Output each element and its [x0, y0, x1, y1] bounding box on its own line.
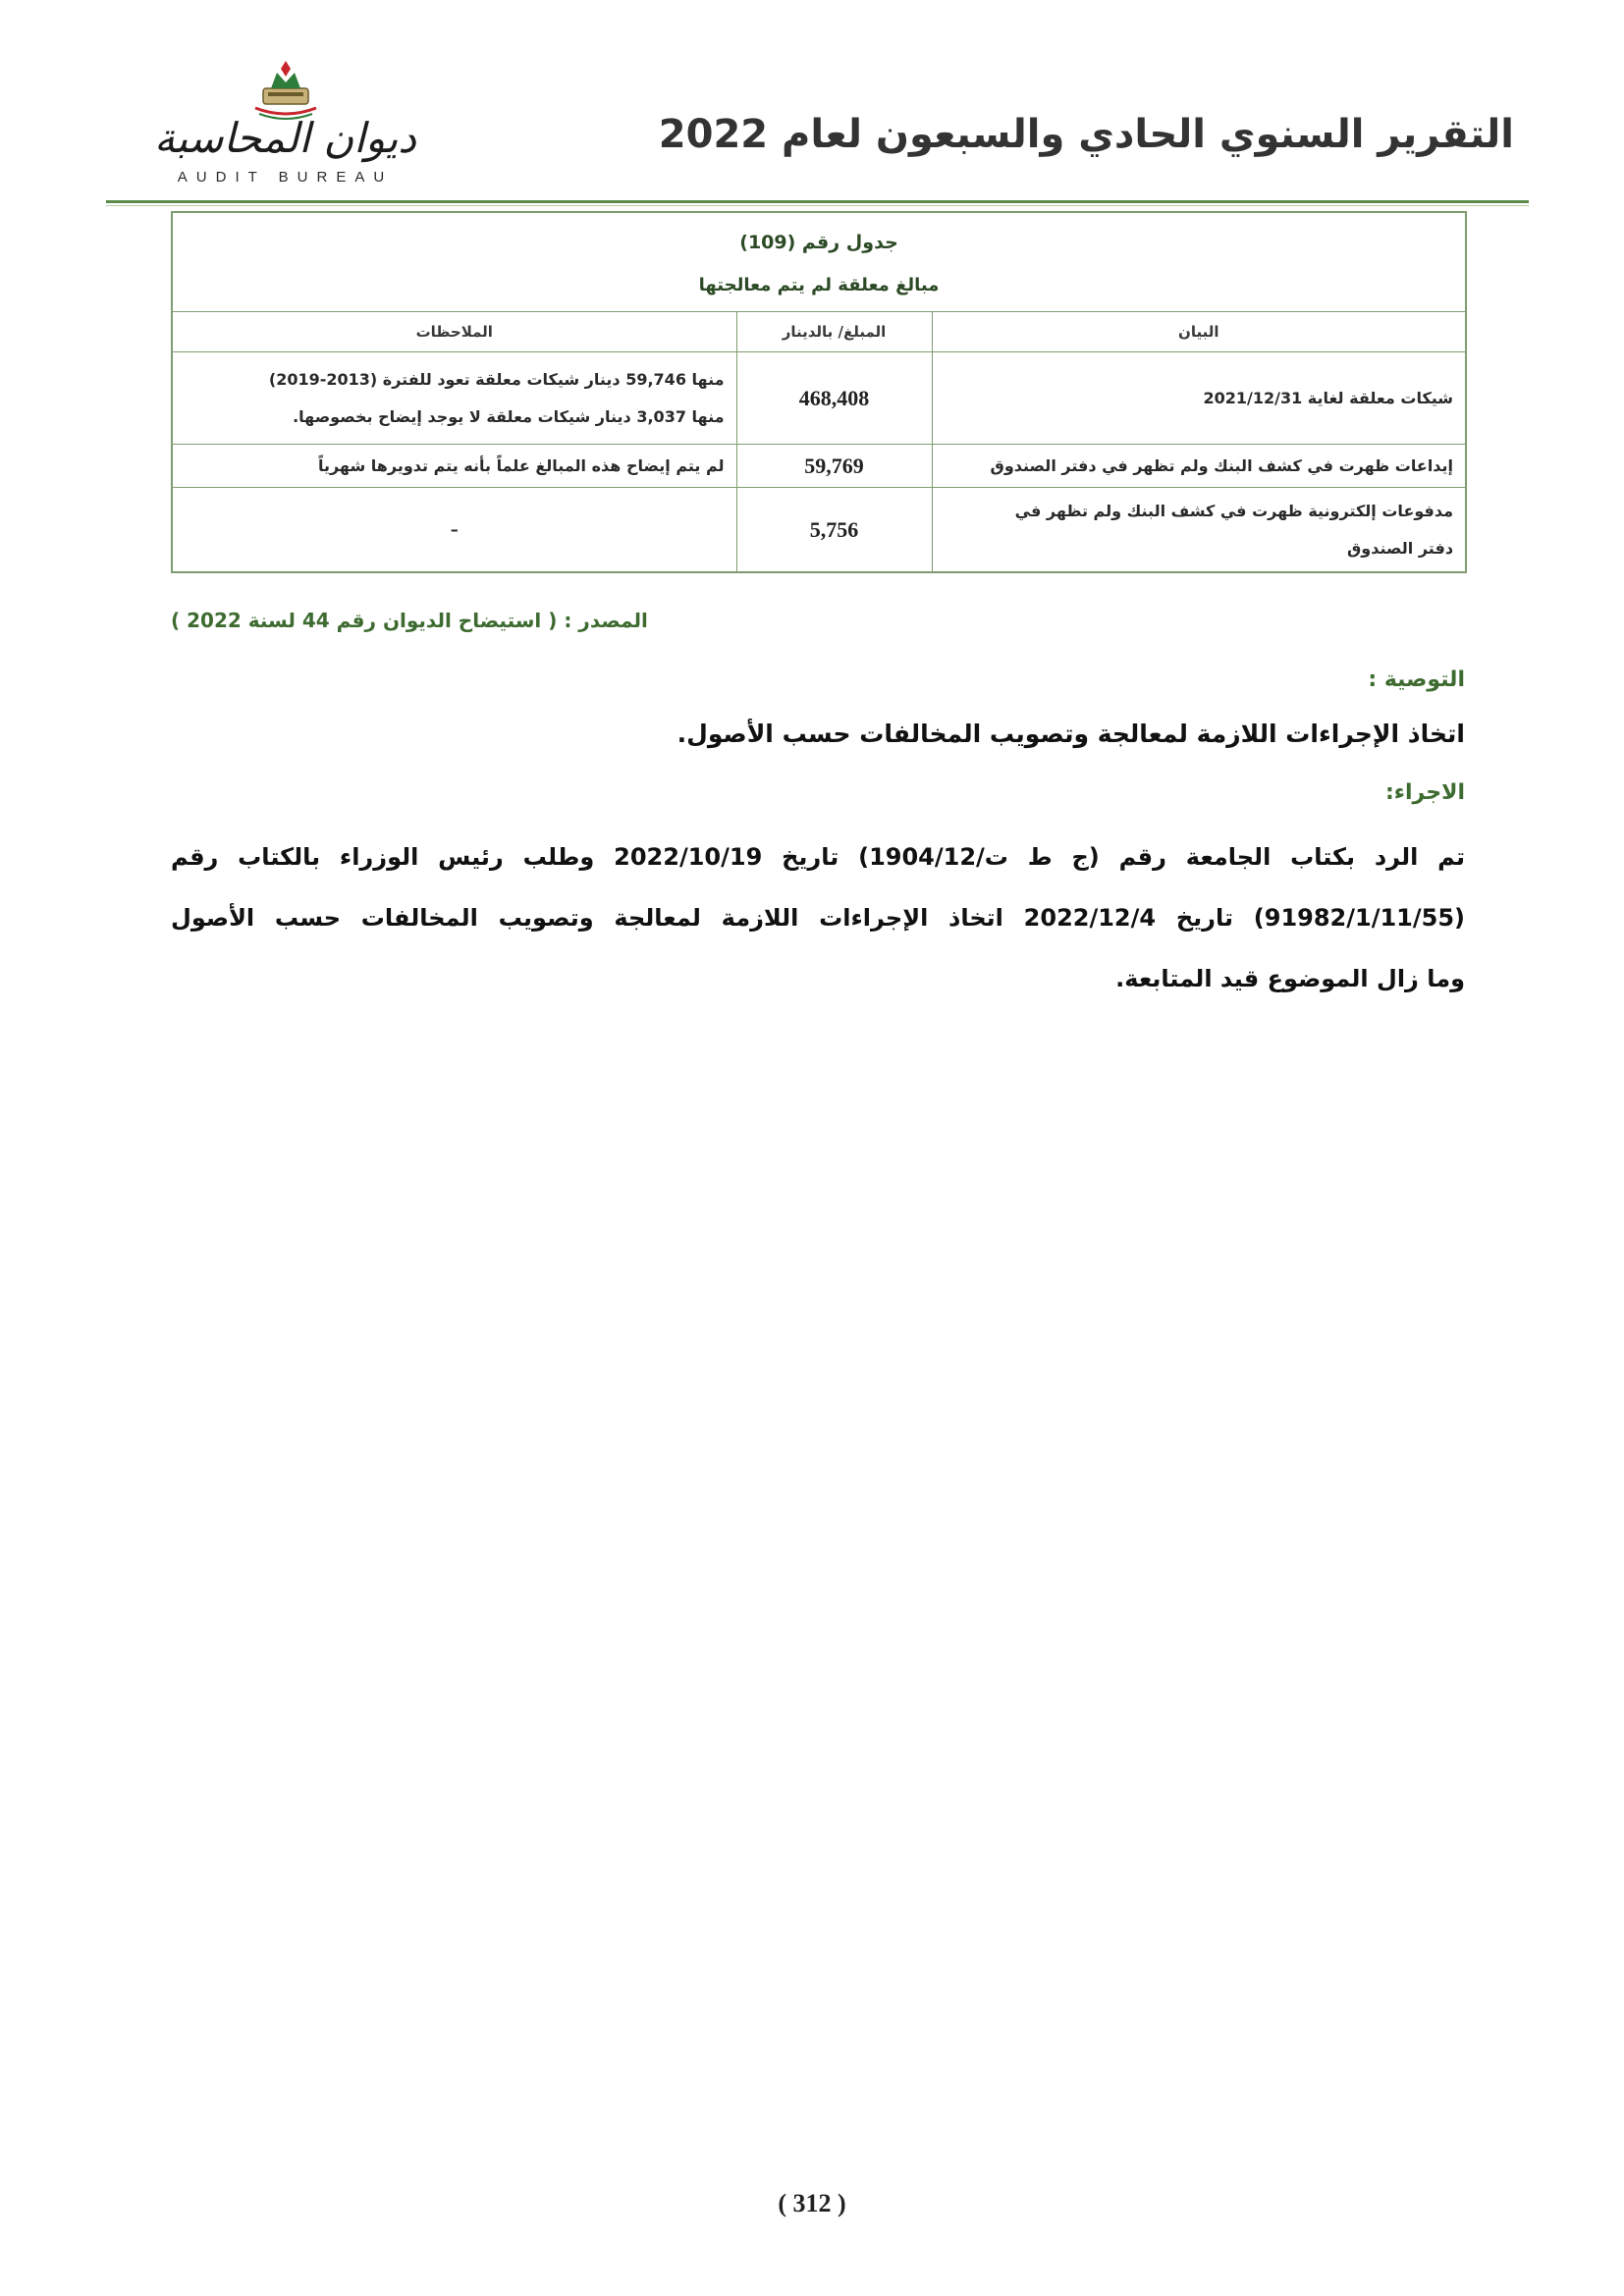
recommendation-text: اتخاذ الإجراءات اللازمة لمعالجة وتصويب المخالفات حسب الأصول. — [677, 720, 1465, 748]
table-row — [172, 445, 1466, 488]
description-line: مدفوعات إلكترونية ظهرت في كشف البنك ولم تظهر في — [1014, 501, 1454, 520]
row-notes — [172, 352, 736, 445]
description-line: شيكات معلقة لغاية 2021/12/31 — [1203, 388, 1454, 407]
row-notes — [172, 445, 736, 488]
column-header-description: البيان — [932, 312, 1466, 352]
description-line: دفتر الصندوق — [1347, 538, 1454, 558]
row-amount: 5,756 — [736, 488, 932, 573]
action-paragraph — [171, 827, 1465, 1009]
table-row — [172, 352, 1466, 445]
action-heading: الاجراء: — [1384, 780, 1465, 805]
table-caption: مبالغ معلقة لم يتم معالجتها — [698, 275, 940, 295]
notes-line: منها 3,037 دينار شيكات معلقة لا يوجد إيضاح بخصوصها. — [293, 406, 725, 426]
recommendation-heading: التوصية : — [1368, 667, 1465, 692]
description-line: إيداعات ظهرت في كشف البنك ولم تظهر في دفتر الصندوق — [990, 455, 1454, 475]
row-description — [932, 445, 1466, 488]
notes-line: لم يتم إيضاح هذه المبالغ علماً بأنه يتم تدويرها شهرياً — [317, 455, 725, 475]
table-title-row — [172, 212, 1466, 312]
suspended-amounts-table — [171, 211, 1467, 573]
report-title: التقرير السنوي الحادي والسبعون لعام 2022 — [658, 112, 1514, 157]
page-number: ( 312 ) — [778, 2189, 846, 2217]
row-amount: 59,769 — [736, 445, 932, 488]
row-notes — [172, 488, 736, 573]
row-amount: 468,408 — [736, 352, 932, 445]
table-source: المصدر : ( استيضاح الديوان رقم 44 لسنة 2022 ) — [171, 609, 648, 632]
action-line: وما زال الموضوع قيد المتابعة. — [1115, 965, 1465, 992]
table-header-row — [172, 312, 1466, 352]
table-number: جدول رقم (109) — [739, 232, 898, 253]
action-line: تم الرد بكتاب الجامعة رقم (ج ط ت/1904/12) تاريخ 2022/10/19 وطلب رئيس الوزراء بالكتاب رقم — [171, 843, 1466, 871]
table-title-cell — [172, 212, 1466, 312]
table-row — [172, 488, 1466, 573]
header-divider-thin — [106, 205, 1529, 206]
notes-line: منها 59,746 دينار شيكات معلقة تعود للفترة (2013-2019) — [268, 369, 725, 389]
action-line: (91982/1/11/55) تاريخ 2022/12/4 اتخاذ الإجراءات اللازمة لمعالجة وتصويب المخالفات حسب الأصول — [171, 904, 1466, 932]
row-description — [932, 488, 1466, 573]
header-divider — [106, 200, 1529, 203]
row-description — [932, 352, 1466, 445]
logo-wordmark: ديوان المحاسبة — [154, 114, 416, 162]
logo-subtitle: AUDIT BUREAU — [177, 169, 394, 186]
column-header-notes: الملاحظات — [172, 312, 736, 352]
audit-bureau-logo — [145, 57, 425, 194]
column-header-amount: المبلغ/ بالدينار — [736, 312, 932, 352]
notes-line: – — [450, 519, 459, 539]
